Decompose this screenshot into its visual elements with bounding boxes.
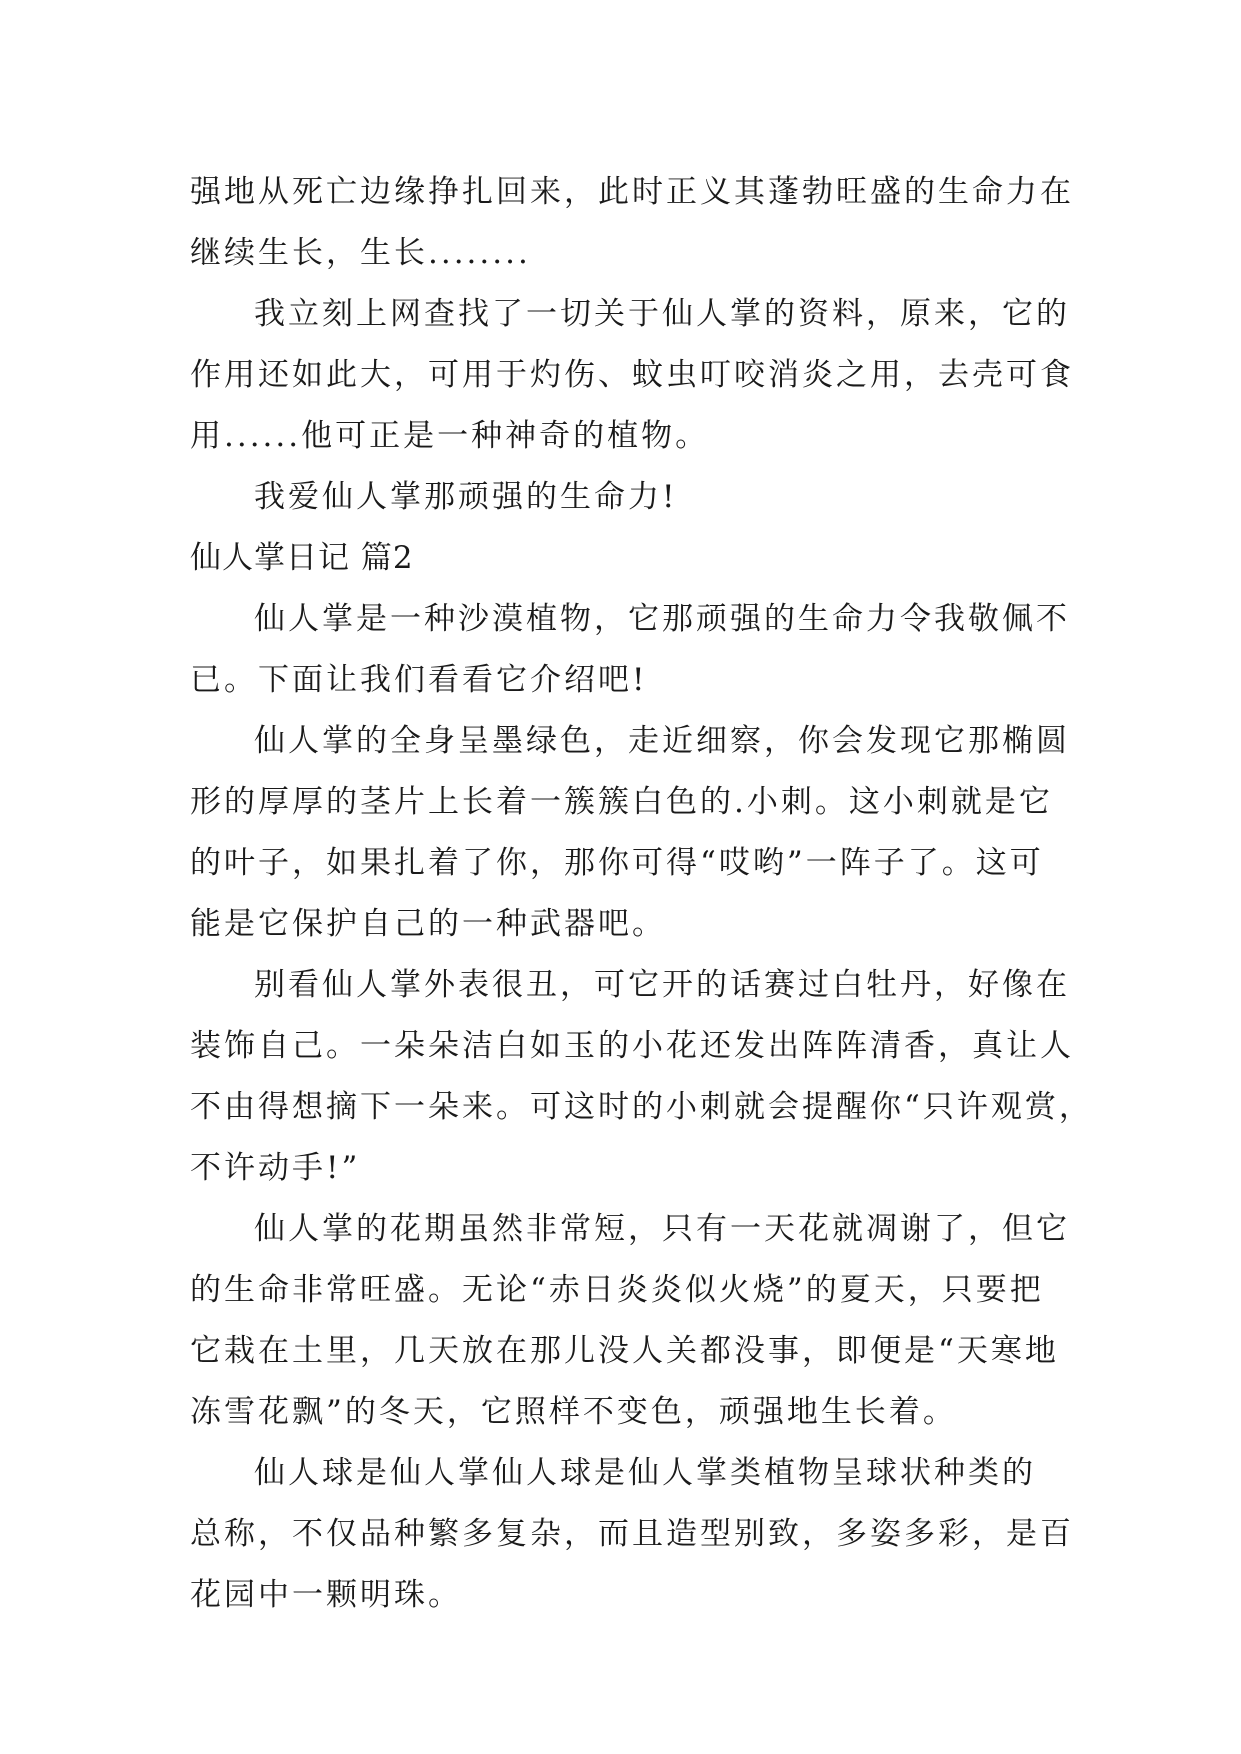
text-line: 它栽在土里，几天放在那儿没人关都没事，即便是“天寒地 [190, 1333, 1059, 1369]
paragraph-first-line: 我立刻上网查找了一切关于仙人掌的资料，原来，它的 [254, 296, 1070, 332]
text-line: 作用还如此大，可用于灼伤、蚊虫叮咬消炎之用，去壳可食 [190, 357, 1074, 393]
text-line: 冻雪花飘”的冬天，它照样不变色，顽强地生长着。 [190, 1394, 957, 1430]
text-line: 花园中一颗明珠。 [190, 1577, 462, 1613]
text-line: 继续生长，生长........ [190, 235, 531, 271]
text-line: 能是它保护自己的一种武器吧。 [190, 906, 666, 942]
text-line: 总称，不仅品种繁多复杂，而且造型别致，多姿多彩，是百 [190, 1516, 1074, 1552]
text-line: 不许动手!” [190, 1150, 361, 1186]
text-line: 不由得想摘下一朵来。可这时的小刺就会提醒你“只许观赏， [190, 1089, 1093, 1125]
text-line: 已。下面让我们看看它介绍吧! [190, 662, 648, 698]
paragraph-first-line: 别看仙人掌外表很丑，可它开的话赛过白牡丹，好像在 [254, 967, 1070, 1003]
text-line: 的生命非常旺盛。无论“赤日炎炎似火烧”的夏天，只要把 [190, 1272, 1044, 1308]
section-title: 仙人掌日记 篇2 [190, 540, 414, 576]
paragraph-first-line: 我爱仙人掌那顽强的生命力! [254, 479, 678, 515]
text-line: 装饰自己。一朵朵洁白如玉的小花还发出阵阵清香，真让人 [190, 1028, 1074, 1064]
paragraph-first-line: 仙人掌的全身呈墨绿色，走近细察，你会发现它那椭圆 [254, 723, 1070, 759]
paragraph-first-line: 仙人掌是一种沙漠植物，它那顽强的生命力令我敬佩不 [254, 601, 1070, 637]
text-line: 用......他可正是一种神奇的植物。 [190, 418, 710, 454]
text-line: 形的厚厚的茎片上长着一簇簇白色的.小刺。这小刺就是它 [190, 784, 1053, 820]
document-page [190, 162, 1093, 1626]
text-line: 强地从死亡边缘挣扎回来，此时正义其蓬勃旺盛的生命力在 [190, 174, 1074, 210]
text-line: 的叶子，如果扎着了你，那你可得“哎哟”一阵子了。这可 [190, 845, 1044, 881]
paragraph-first-line: 仙人球是仙人掌仙人球是仙人掌类植物呈球状种类的 [254, 1455, 1036, 1491]
paragraph-first-line: 仙人掌的花期虽然非常短，只有一天花就凋谢了，但它 [254, 1211, 1070, 1247]
